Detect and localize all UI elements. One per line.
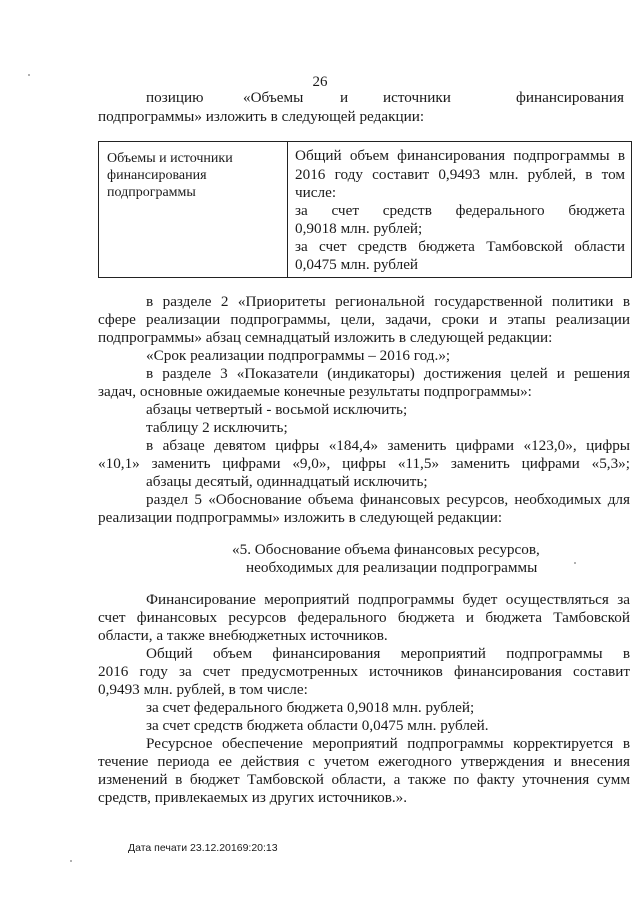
intro-word: источники [383, 89, 451, 106]
table-value-cell [288, 142, 631, 277]
scan-speck [70, 860, 72, 862]
table-label-line: подпрограммы [107, 185, 196, 200]
body-line: абзацы четвертый - восьмой исключить; [146, 401, 408, 418]
body-line: реализации подпрограммы» изложить в следующей редакции: [98, 509, 503, 526]
table-value-line: 0,9018 млн. рублей; [295, 220, 423, 237]
body-line: «10,1» заменить цифрами «9,0», цифры «11,5» заменить цифрами «5,3»; [98, 455, 630, 472]
body-line: в разделе 2 «Приоритеты региональной государственной политики в [146, 293, 630, 310]
page-number: 26 [312, 74, 328, 90]
scan-speck [28, 74, 30, 76]
body-line: раздел 5 «Обоснование объема финансовых ресурсов, необходимых для [146, 491, 630, 508]
section-line: за счет федерального бюджета 0,9018 млн. рублей; [146, 699, 475, 716]
table-label-line: Объемы и источники [107, 151, 233, 166]
body-line: сфере реализации подпрограммы, цели, задачи, сроки и этапы реализации [98, 311, 630, 328]
section-line: 0,9493 млн. рублей, в том числе: [98, 681, 308, 698]
table-label-line: финансирования [107, 168, 207, 183]
table-value-line: за счет средств бюджета Тамбовской области [295, 238, 625, 255]
table-value-line: Общий объем финансирования подпрограммы в [295, 147, 625, 164]
body-line: таблицу 2 исключить; [146, 419, 288, 436]
section-line: области, а также внебюджетных источников. [98, 627, 388, 644]
section-line: счет финансовых ресурсов федерального бюджета и бюджета Тамбовской [98, 609, 630, 626]
body-line: в разделе 3 «Показатели (индикаторы) достижения целей и решения [146, 365, 630, 382]
body-line: в абзаце девятом цифры «184,4» заменить цифрами «123,0», цифры [146, 437, 630, 454]
body-line: «Срок реализации подпрограммы – 2016 год.»; [146, 347, 451, 364]
intro-line-2: подпрограммы» изложить в следующей редакции: [98, 108, 425, 125]
intro-word: «Объемы [243, 89, 304, 106]
body-line: подпрограммы» абзац семнадцатый изложить в следующей редакции: [98, 329, 553, 346]
section-line: средств, привлекаемых из других источников.». [98, 789, 408, 806]
body-line: абзацы десятый, одиннадцатый исключить; [146, 473, 428, 490]
table-value-line: 2016 году составит 0,9493 млн. рублей, в том [295, 166, 625, 183]
print-date-footer: Дата печати 23.12.20169:20:13 [128, 842, 278, 854]
body-line: задач, основные ожидаемые конечные результаты подпрограммы»: [98, 383, 532, 400]
table-label-cell [99, 142, 288, 277]
section-line: течение периода ее действия с учетом ежегодного утверждения и внесения [98, 753, 630, 770]
scan-speck [574, 562, 576, 564]
section-line: Финансирование мероприятий подпрограммы будет осуществляться за [146, 591, 630, 608]
section-heading-line: необходимых для реализации подпрограммы [246, 559, 538, 576]
section-line: за счет средств бюджета области 0,0475 млн. рублей. [146, 717, 489, 734]
section-heading-line: «5. Обоснование объема финансовых ресурсов, [232, 541, 540, 558]
section-line: 2016 году за счет предусмотренных источников финансирования составит [98, 663, 630, 680]
section-line: Ресурсное обеспечение мероприятий подпрограммы корректируется в [146, 735, 630, 752]
table-value-line: за счет средств федерального бюджета [295, 202, 625, 219]
section-line: изменений в бюджет Тамбовской области, а также по факту уточнения сумм [98, 771, 630, 788]
intro-word: позицию [146, 89, 204, 106]
section-line: Общий объем финансирования мероприятий подпрограммы в [146, 645, 630, 662]
table-value-line: 0,0475 млн. рублей [295, 256, 419, 273]
intro-word: финансирования [516, 89, 624, 106]
financing-table [98, 141, 632, 278]
table-value-line: числе: [295, 184, 337, 201]
intro-word: и [340, 89, 349, 106]
